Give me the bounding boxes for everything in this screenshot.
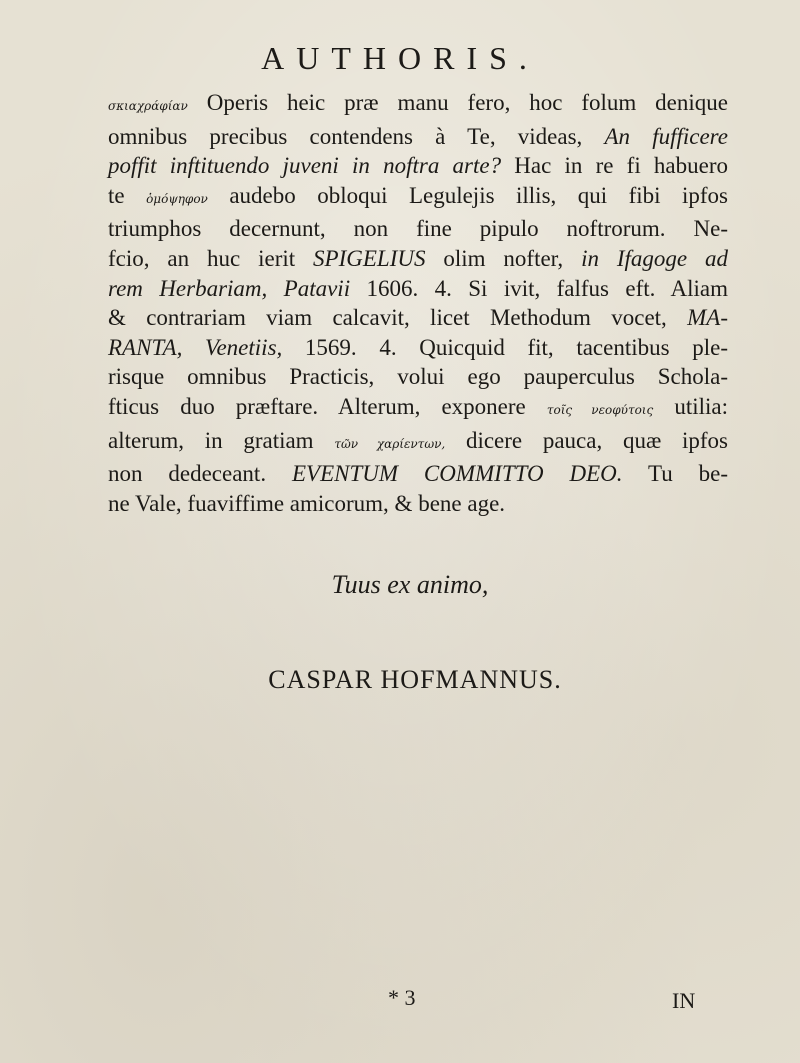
greek-word: τῶν χαρίεντων, <box>334 436 446 451</box>
author-signature: CASPAR HOFMANNUS. <box>268 665 562 694</box>
catchword: IN <box>672 988 696 1013</box>
text-line-7: rem Herbariam, Patavii 1606. 4. Si ivit, falfus eft. Aliam <box>108 275 728 301</box>
text-line-14: ne Vale, fuaviffime amicorum, & bene age. <box>108 490 506 516</box>
text-line-9: RANTA, Venetiis, 1569. 4. Quicquid fit, tacentibus ple- <box>108 334 728 360</box>
page-header: AUTHORIS. <box>261 40 539 76</box>
text-line-3: poffit inftituendo juveni in noftra arte? Hac in re fi habuero <box>108 153 729 179</box>
text-line-11: fticus duo præftare. Alterum, exponere τοῖς νεοφύτοις utilia: <box>108 393 728 419</box>
text-line-8: & contrariam viam calcavit, licet Methodum vocet, MA- <box>108 305 728 331</box>
text-line-5: triumphos decernunt, non fine pipulo noftrorum. Ne- <box>108 216 728 242</box>
main-text <box>108 88 728 518</box>
text-line-2: omnibus precibus contendens à Te, videas, An fufficere <box>108 123 728 149</box>
text-line-13: non dedeceant. EVENTUM COMMITTO DEO. Tu be- <box>108 461 729 487</box>
greek-word: σκιαχράφίαν <box>108 99 188 113</box>
text-line-10: risque omnibus Practicis, volui ego pauperculus Schola- <box>108 364 728 390</box>
text-line-6: fcio, an huc ierit SPIGELIUS olim nofter, in Ifagoge ad <box>108 245 728 271</box>
text-line-1: σκιαχράφίαν Operis heic præ manu fero, hoc folum denique <box>108 90 728 115</box>
text-line-4: te ὁμόψηφον audebo obloqui Legulejis illis, qui fibi ipfos <box>108 182 728 208</box>
greek-word: τοῖς νεοφύτοις <box>546 402 654 417</box>
greek-word: ὁμόψηφον <box>146 191 208 206</box>
signature-mark: * 3 <box>388 985 416 1010</box>
closing-salutation: Tuus ex animo, <box>331 570 489 599</box>
text-line-12: alterum, in gratiam τῶν χαρίεντων, dicere pauca, quæ ipfos <box>108 427 729 453</box>
